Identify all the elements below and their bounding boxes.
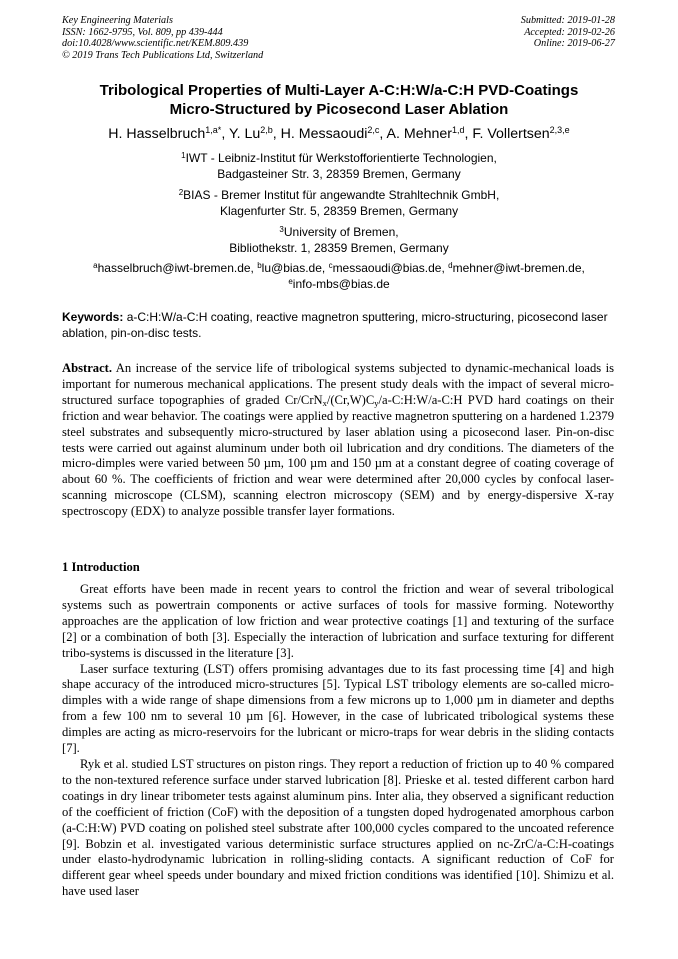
subscript: y: [374, 397, 379, 408]
author-name: F. Vollertsen: [472, 126, 550, 142]
affiliation-line: Klagenfurter Str. 5, 28359 Bremen, Germany: [219, 204, 459, 218]
email-mark: e: [288, 277, 293, 286]
author-name: H. Messaoudi: [280, 126, 368, 142]
affiliation-line: Bibliothekstr. 1, 28359 Bremen, Germany: [229, 241, 449, 255]
keywords: [62, 309, 614, 341]
author-list: [30, 125, 648, 143]
affiliation-line: IWT - Leibniz-Institut für Werkstofforientierte Technologien,: [185, 151, 497, 165]
author-separator: ,: [272, 126, 281, 142]
email-address: mehner@iwt-bremen.de,: [452, 261, 585, 275]
abstract: [62, 361, 614, 520]
author-affiliation-mark: 1,d: [451, 125, 465, 135]
paragraph: Laser surface texturing (LST) offers promising advantages due to its fast processing time [4] and high shape accuracy of the introduced micro-structures [5]. Typical LST tribology elements are so-called micro-dimples with a wide range of shape dimensions from a few microns up to 1,000 µm in diameter and depths from a few 100 nm to several 10 µm [6]. However, in the case of lubricated tribological systems these dimples are acting as micro-reservoirs for the lubricant or micro-traps for wear debris in the sliding contacts [7].: [62, 661, 614, 756]
affiliation-3: [60, 224, 618, 256]
affiliation-1: [60, 150, 618, 182]
keywords-label: Keywords:: [62, 310, 124, 324]
abstract-text: An increase of the service life of tribological systems subjected to dynamic-mechanical loads is important for numerous mechanical applications. The present study deals with the impact of several micro-structured surface topographies of graded Cr/CrN: [62, 361, 614, 407]
email-mark: d: [448, 261, 453, 270]
section-body: [62, 582, 614, 900]
email-address: hasselbruch@iwt-bremen.de,: [97, 261, 258, 275]
author-affiliation-mark: 2,c: [367, 125, 380, 135]
paragraph: Great efforts have been made in recent years to control the friction and wear of several tribological systems such as powertrain components or active surfaces of tools for massive forming. Noteworthy approaches are the application of low friction and wear protective coatings [1] and texturing of the surface [2] or a combination of both [3]. Especially the interaction of lubrication and surface texturing for different tribo-systems is discussed in the literature [3].: [62, 582, 614, 660]
journal-copyright: © 2019 Trans Tech Publications Ltd, Switzerland: [62, 49, 264, 61]
title-line-1: Tribological Properties of Multi-Layer A-C:H:W/a-C:H PVD-Coatings: [99, 82, 579, 99]
affiliation-mark: 3: [279, 225, 284, 234]
journal-doi: doi:10.4028/www.scientific.net/KEM.809.439: [62, 38, 249, 50]
email-address: info-mbs@bias.de: [292, 277, 390, 291]
author-affiliation-mark: 2,3,e: [549, 125, 570, 135]
email-address: messaoudi@bias.de,: [332, 261, 449, 275]
accepted-date: Accepted: 2019-02-26: [524, 26, 615, 38]
email-mark: b: [257, 261, 262, 270]
paragraph: Ryk et al. studied LST structures on piston rings. They report a reduction of friction up to 40 % compared to the non-textured reference surface under starved lubrication [8]. Prieske et al. tested different carbon hard coatings in dry linear tribometer tests against aluminum pins. Inter alia, they observed a significant reduction of the coefficient of friction (CoF) with the deposition of a tungsten doped hydrogenated amorphous carbon (a-C:H:W) PVD coating on polished steel substrate after 100,000 cycles compared to the uncoated reference [9]. Bobzin et al. investigated various deterministic surface structures applied on nc-ZrC/a-C:H-coatings under elasto-hydrodynamic lubrication in rolling-sliding contacts. A significant reduction of CoF for different gear wheel speeds under boundary and mixed friction conditions was identified [10]. Shimizu et al. have used laser: [62, 756, 614, 899]
affiliation-2: [60, 187, 618, 219]
affiliation-mark: 2: [178, 188, 184, 197]
affiliation-mark: 1: [181, 151, 186, 160]
abstract-text: /(Cr,W)C: [326, 392, 375, 407]
publication-dates: [521, 15, 615, 50]
subscript: x: [322, 397, 327, 408]
submitted-date: Submitted: 2019-01-28: [520, 15, 615, 26]
author-name: Y. Lu: [228, 126, 261, 142]
abstract-label: Abstract.: [62, 361, 113, 375]
email-address: lu@bias.de,: [261, 261, 329, 275]
journal-issn: ISSN: 1662-9795, Vol. 809, pp 439-444: [62, 26, 223, 38]
author-separator: ,: [221, 126, 229, 142]
section-heading: 1 Introduction: [62, 560, 140, 574]
title-line-2: Micro-Structured by Picosecond Laser Ablation: [169, 101, 509, 118]
journal-info: [62, 15, 263, 61]
paper-title: [40, 81, 638, 119]
affiliation-line: University of Bremen,: [283, 225, 399, 239]
email-list: [40, 260, 638, 292]
author-affiliation-mark: 2,b: [260, 125, 273, 135]
author-name: A. Mehner: [386, 126, 452, 142]
affiliation-line: BIAS - Bremer Institut für angewandte Strahltechnik GmbH,: [183, 188, 500, 202]
email-mark: c: [328, 261, 333, 270]
journal-name: Key Engineering Materials: [62, 15, 173, 26]
author-name: H. Hasselbruch: [108, 126, 206, 142]
author-separator: ,: [464, 126, 473, 142]
keywords-text: a-C:H:W/a-C:H coating, reactive magnetron sputtering, micro-structuring, picosecond laser ablation, pin-on-disc tests.: [62, 310, 608, 340]
author-separator: ,: [379, 126, 387, 142]
author-affiliation-mark: 1,a*: [205, 125, 222, 135]
email-mark: a: [93, 261, 98, 270]
online-date: Online: 2019-06-27: [533, 38, 615, 50]
affiliation-line: Badgasteiner Str. 3, 28359 Bremen, Germany: [217, 167, 461, 181]
abstract-text: /a-C:H:W/a-C:H PVD hard coatings on their friction and wear behavior. The coatings were applied by reactive magnetron sputtering on a hardened 1.2379 steel substrates and subsequently micro-structured by laser ablation using a picosecond laser. Pin-on-disc tests were carried out against aluminum under both oil lubrication and dry conditions. The diameters of the micro-dimples were varied between 50 µm, 100 µm and 150 µm at a constant degree of coating coverage of about 60 %. The coefficients of friction and wear were determined after 20,000 cycles by confocal laser-scanning microscope (CLSM), scanning electron microscopy (SEM) and by energy-dispersive X-ray spectroscopy (EDX) to analyze possible transfer layer formations.: [62, 392, 614, 519]
